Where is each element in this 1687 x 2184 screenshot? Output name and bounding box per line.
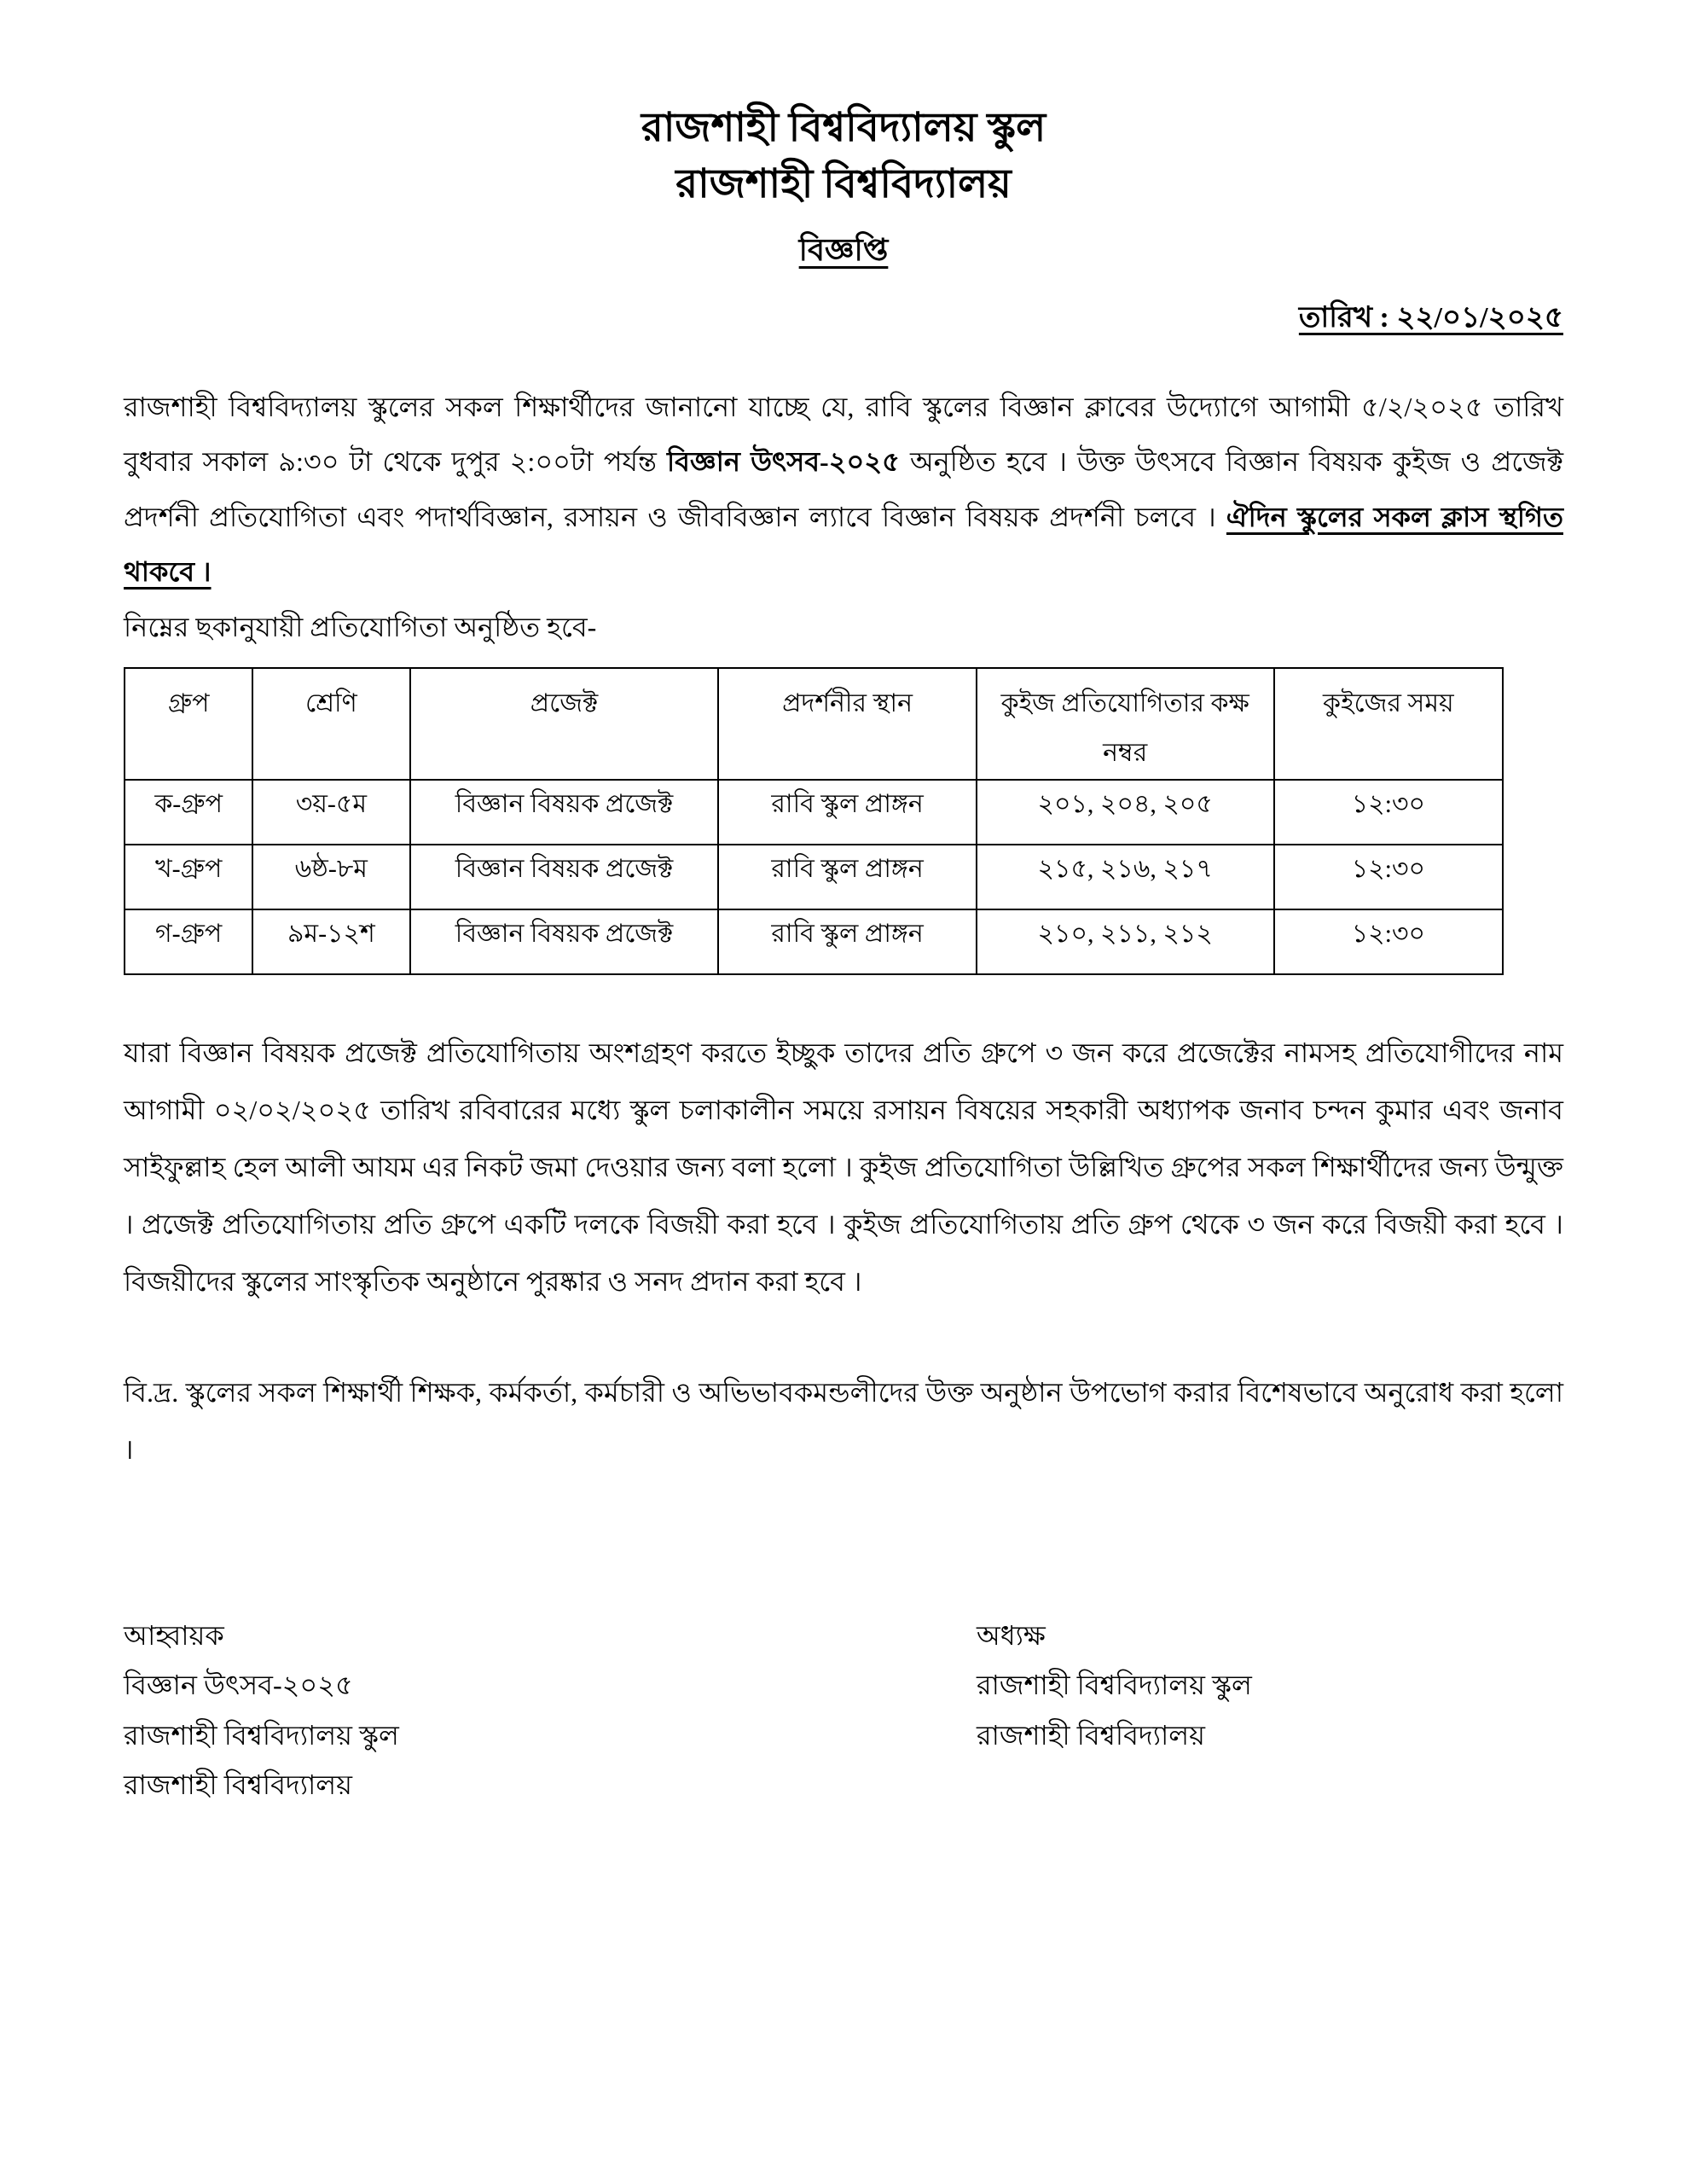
table-row	[125, 845, 1503, 909]
classes-suspended-highlight: ঐদিন স্কুলের সকল ক্লাস স্থগিত থাকবে ।	[124, 501, 1563, 588]
cell-project: বিজ্ঞান বিষয়ক প্রজেক্ট	[410, 909, 719, 974]
signature-section	[124, 1611, 1563, 1809]
signature-principal	[977, 1611, 1522, 1760]
document-subtitle	[124, 227, 1563, 278]
signature-principal-role: অধ্যক্ষ	[977, 1620, 1046, 1652]
date-text: তারিখ : ২২/০১/২০২৫	[1298, 301, 1563, 334]
cell-time: ১২:৩০	[1274, 780, 1503, 845]
science-festival-highlight: বিজ্ঞান উৎসব-২০২৫	[667, 446, 900, 478]
cell-room: ২১০, ২১১, ২১২	[977, 909, 1274, 974]
table-intro-line: নিম্নের ছকানুযায়ী প্রতিযোগিতা অনুষ্ঠিত হবে-	[124, 612, 597, 643]
subtitle-text: বিজ্ঞপ্তি	[798, 232, 889, 267]
cell-project: বিজ্ঞান বিষয়ক প্রজেক্ট	[410, 780, 719, 845]
signature-convener-school: রাজশাহী বিশ্ববিদ্যালয় স্কুল	[124, 1719, 399, 1751]
table-row	[125, 909, 1503, 974]
header-project: প্রজেক্ট	[410, 668, 719, 780]
header-quiz-time: কুইজের সময়	[1274, 668, 1503, 780]
cell-class: ৬ষ্ঠ-৮ম	[252, 845, 409, 909]
cell-venue: রাবি স্কুল প্রাঙ্গন	[718, 780, 976, 845]
signature-principal-university: রাজশাহী বিশ্ববিদ্যালয়	[977, 1719, 1205, 1751]
cell-group: খ-গ্রুপ	[125, 845, 252, 909]
table-header-row	[125, 668, 1503, 780]
signature-principal-school: রাজশাহী বিশ্ববিদ্যালয় স্কুল	[977, 1670, 1252, 1701]
header-exhibition-venue: প্রদর্শনীর স্থান	[718, 668, 976, 780]
paragraph-note: বি.দ্র. স্কুলের সকল শিক্ষার্থী শিক্ষক, কর্মকর্তা, কর্মচারী ও অভিভাবকমন্ডলীদের উক্ত অনুষ্ঠান উপভোগ করার বিশেষভাবে অনুরোধ করা হলো ।	[124, 1376, 1563, 1465]
cell-time: ১২:৩০	[1274, 845, 1503, 909]
competition-schedule-table	[124, 667, 1504, 975]
paragraph-announcement	[124, 380, 1563, 601]
cell-class: ৩য়-৫ম	[252, 780, 409, 845]
header-quiz-room-number: কুইজ প্রতিযোগিতার কক্ষ নম্বর	[977, 668, 1274, 780]
cell-venue: রাবি স্কুল প্রাঙ্গন	[718, 909, 976, 974]
cell-room: ২০১, ২০৪, ২০৫	[977, 780, 1274, 845]
title-line-university: রাজশাহী বিশ্ববিদ্যালয়	[675, 161, 1012, 206]
cell-group: ক-গ্রুপ	[125, 780, 252, 845]
cell-venue: রাবি স্কুল প্রাঙ্গন	[718, 845, 976, 909]
table-row	[125, 780, 1503, 845]
signature-convener	[124, 1611, 652, 1809]
signature-convener-university: রাজশাহী বিশ্ববিদ্যালয়	[124, 1769, 352, 1800]
date-line	[124, 295, 1563, 344]
signature-convener-event: বিজ্ঞান উৎসব-২০২৫	[124, 1670, 353, 1701]
cell-time: ১২:৩০	[1274, 909, 1503, 974]
signature-convener-role: আহ্বায়ক	[124, 1620, 224, 1652]
cell-class: ৯ম-১২শ	[252, 909, 409, 974]
paragraph-participation-rules: যারা বিজ্ঞান বিষয়ক প্রজেক্ট প্রতিযোগিতায় অংশগ্রহণ করতে ইচ্ছুক তাদের প্রতি গ্রুপে ৩ জন করে প্রজেক্টের নামসহ প্রতিযোগীদের নাম আগামী ০২/০২/২০২৫ তারিখ রবিবারের মধ্যে স্কুল চলাকালীন সময়ে রসায়ন বিষয়ের সহকারী অধ্যাপক জনাব চন্দন কুমার এবং জনাব সাইফুল্লাহ হেল আলী আযম এর নিকট জমা দেওয়ার জন্য বলা হলো । কুইজ প্রতিযোগিতা উল্লিখিত গ্রুপের সকল শিক্ষার্থীদের জন্য উন্মুক্ত । প্রজেক্ট প্রতিযোগিতায় প্রতি গ্রুপে একটি দলকে বিজয়ী করা হবে । কুইজ প্রতিযোগিতায় প্রতি গ্রুপ থেকে ৩ জন করে বিজয়ী করা হবে । বিজয়ীদের স্কুলের সাংস্কৃতিক অনুষ্ঠানে পুরষ্কার ও সনদ প্রদান করা হবে ।	[124, 1037, 1563, 1298]
cell-project: বিজ্ঞান বিষয়ক প্রজেক্ট	[410, 845, 719, 909]
document-title	[124, 101, 1563, 213]
title-line-school: রাজশাহী বিশ্ববিদ্যালয় স্কুল	[641, 106, 1046, 150]
cell-group: গ-গ্রুপ	[125, 909, 252, 974]
header-class: শ্রেণি	[252, 668, 409, 780]
paragraph-announcement-text-2: অনুষ্ঠিত হবে । উক্ত উৎসবে বিজ্ঞান বিষয়ক কুইজ ও প্রজেক্ট প্রদর্শনী প্রতিযোগিতা এবং পদার্থবিজ্ঞান, রসায়ন ও জীববিজ্ঞান ল্যাবে বিজ্ঞান বিষয়ক প্রদর্শনী চলবে ।	[124, 446, 1563, 532]
cell-room: ২১৫, ২১৬, ২১৭	[977, 845, 1274, 909]
header-group: গ্রুপ	[125, 668, 252, 780]
paragraph-announcement-text-1: রাজশাহী বিশ্ববিদ্যালয় স্কুলের সকল শিক্ষার্থীদের জানানো যাচ্ছে যে, রাবি স্কুলের বিজ্ঞান ক্লাবের উদ্যোগে আগামী ৫/২/২০২৫ তারিখ বুধবার সকাল ৯:৩০ টা থেকে দুপুর ২:০০টা পর্যন্ত	[124, 391, 1563, 478]
